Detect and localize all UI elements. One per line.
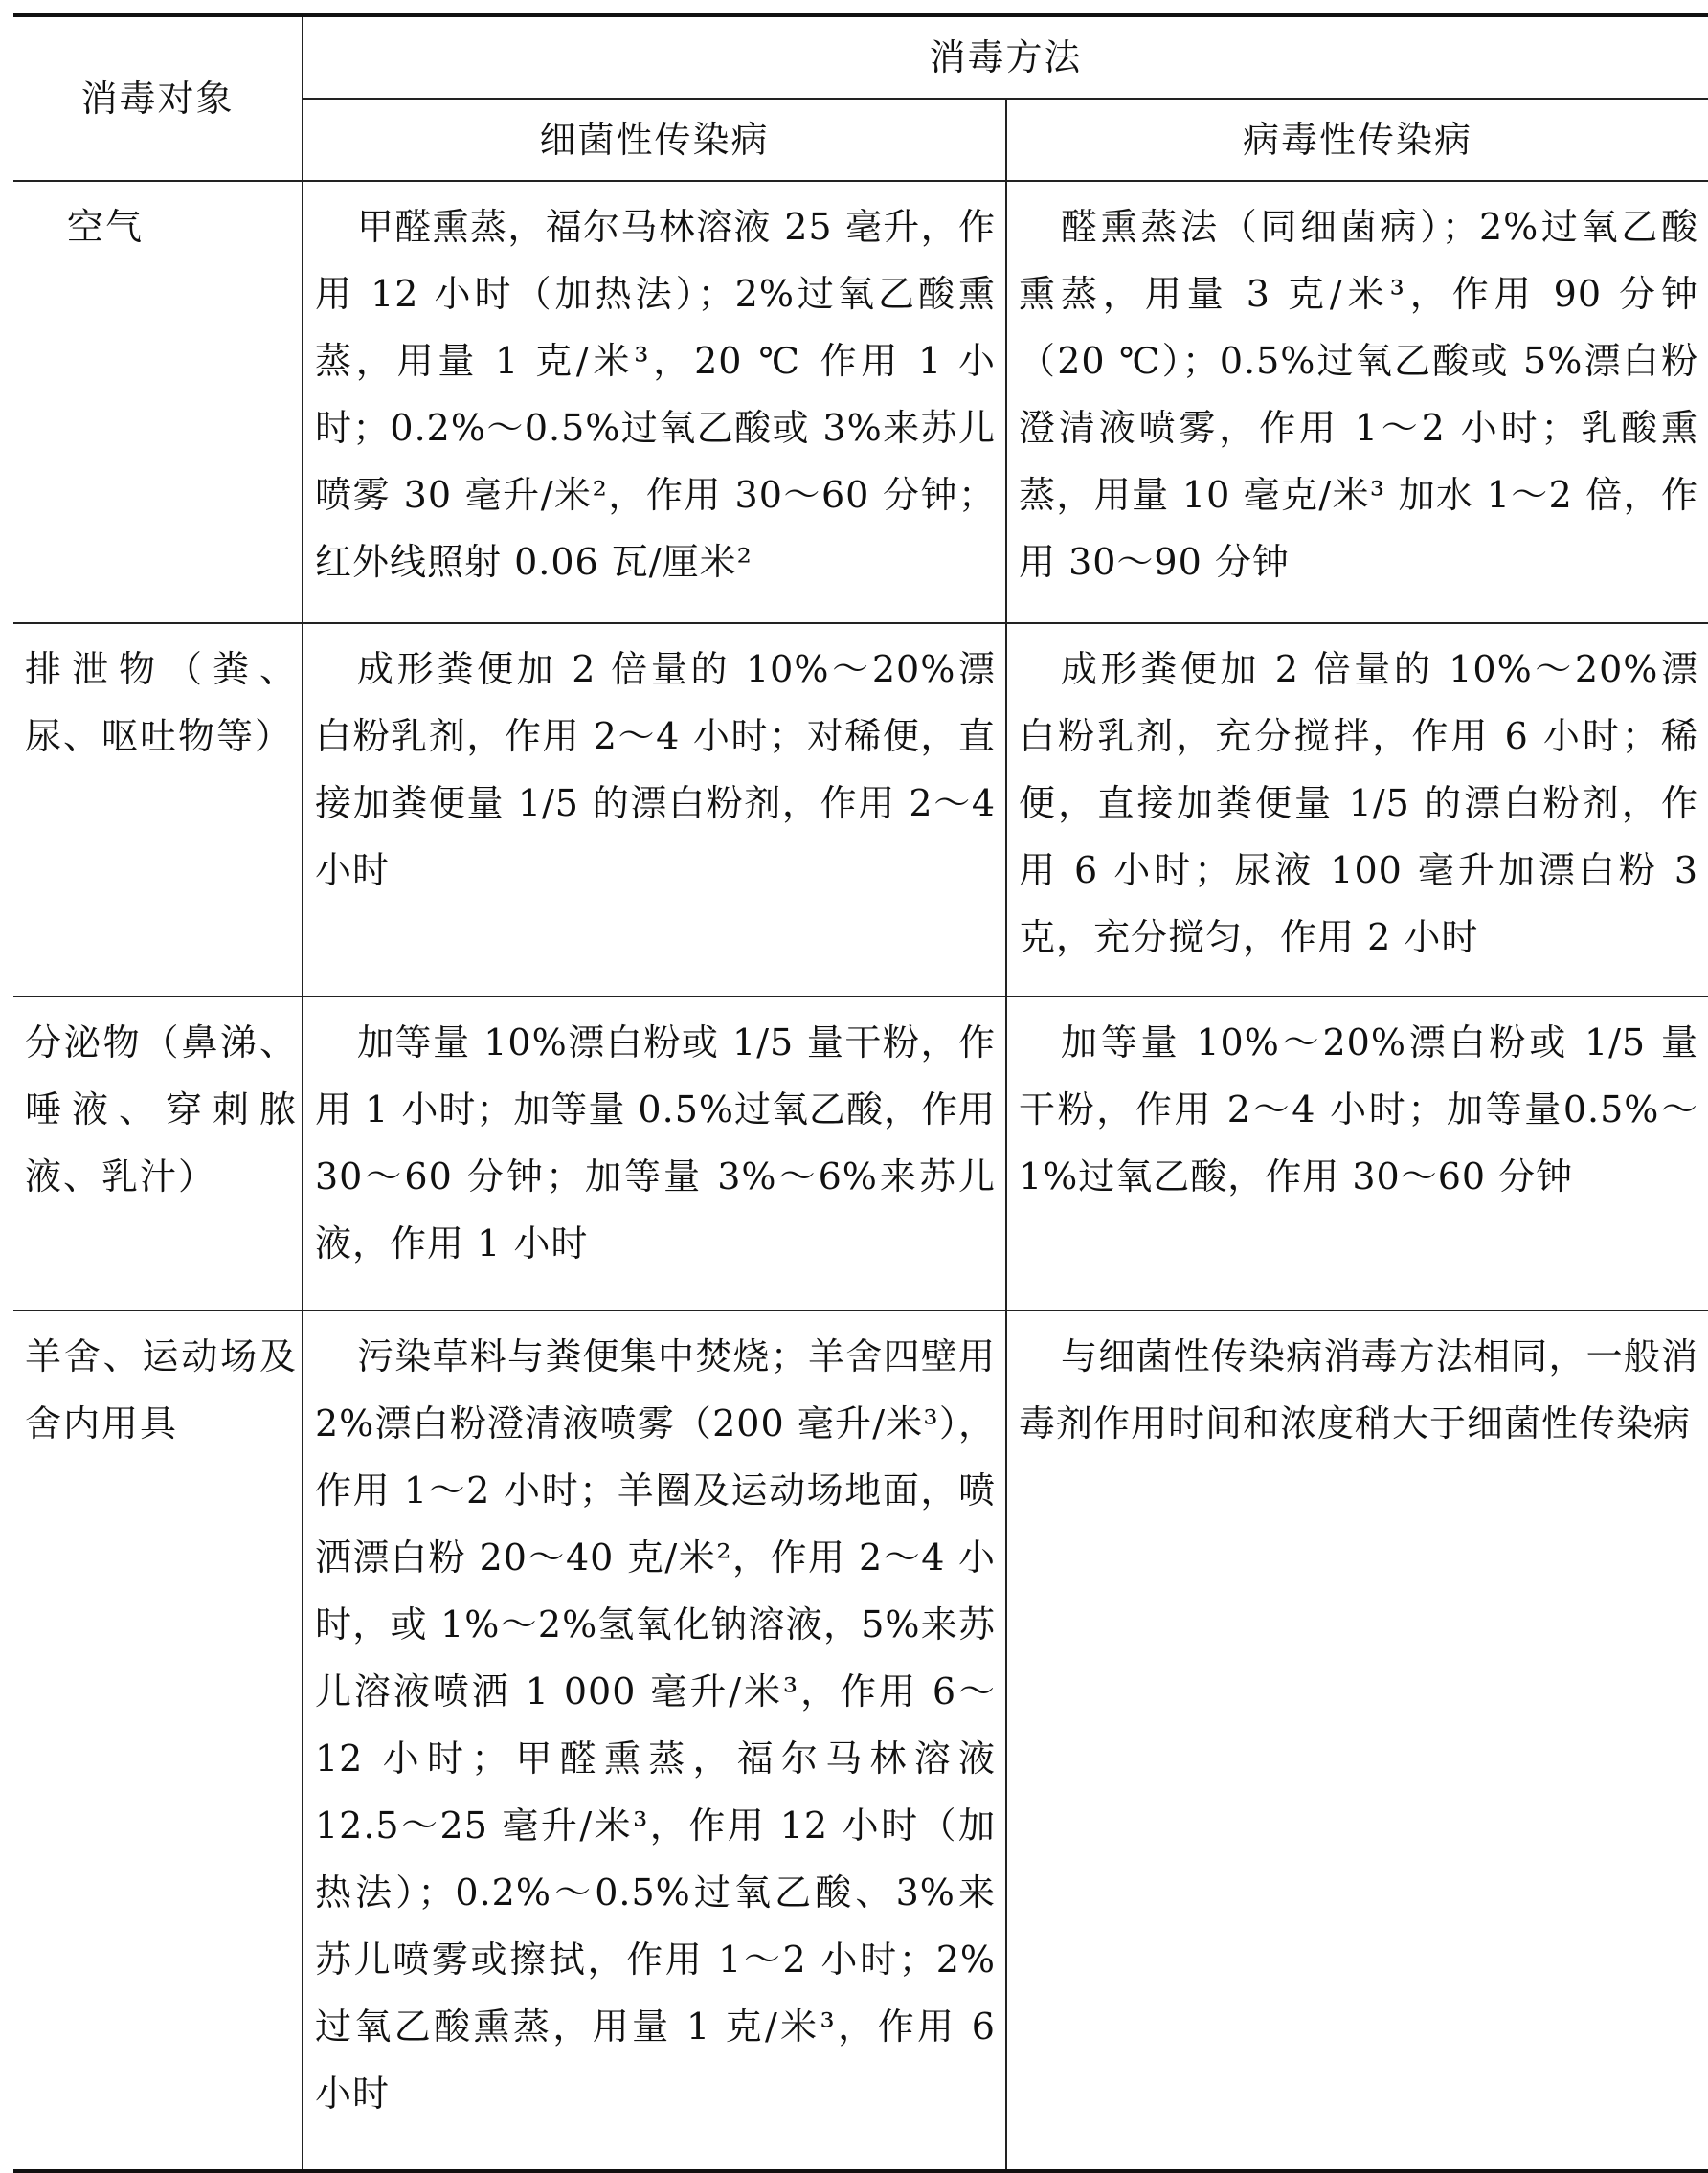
header-bacterial: 细菌性传染病	[303, 99, 1006, 181]
viral-method-cell: 与细菌性传染病消毒方法相同，一般消毒剂作用时间和浓度稍大于细菌性传染病	[1006, 1311, 1708, 2171]
viral-method-cell: 加等量 10%～20%漂白粉或 1/5 量干粉，作用 2～4 小时；加等量0.5%～1%过氧乙酸，作用 30～60 分钟	[1006, 997, 1708, 1311]
header-row-top	[13, 15, 1708, 99]
object-cell: 分泌物（鼻涕、唾液、穿刺脓液、乳汁）	[13, 997, 303, 1311]
header-viral: 病毒性传染病	[1006, 99, 1708, 181]
table-row-barn	[13, 1311, 1708, 2171]
bacterial-method-cell: 成形粪便加 2 倍量的 10%～20%漂白粉乳剂，作用 2～4 小时；对稀便，直接加粪便量 1/5 的漂白粉剂，作用 2～4 小时	[303, 623, 1006, 997]
viral-method-cell: 醛熏蒸法（同细菌病）；2%过氧乙酸熏蒸，用量 3 克/米³，作用 90 分钟（20 ℃）；0.5%过氧乙酸或 5%漂白粉澄清液喷雾，作用 1～2 小时；乳酸熏蒸，用量 10 毫克/米³ 加水 1～2 倍，作用 30～90 分钟	[1006, 181, 1708, 623]
object-cell: 羊舍、运动场及舍内用具	[13, 1311, 303, 2171]
object-cell: 空气	[13, 181, 303, 623]
disinfection-table	[13, 13, 1708, 2173]
header-method: 消毒方法	[303, 15, 1708, 99]
table-row-air	[13, 181, 1708, 623]
object-cell: 排泄物（粪、尿、呕吐物等）	[13, 623, 303, 997]
bacterial-method-cell: 污染草料与粪便集中焚烧；羊舍四壁用 2%漂白粉澄清液喷雾（200 毫升/米³），作用 1～2 小时；羊圈及运动场地面，喷洒漂白粉 20～40 克/米²，作用 2～4 小时，或 1%～2%氢氧化钠溶液，5%来苏儿溶液喷洒 1 000 毫升/米³，作用 6～12 小时；甲醛熏蒸，福尔马林溶液 12.5～25 毫升/米³，作用 12 小时（加热法）；0.2%～0.5%过氧乙酸、3%来苏儿喷雾或擦拭，作用 1～2 小时；2%过氧乙酸熏蒸，用量 1 克/米³，作用 6 小时	[303, 1311, 1006, 2171]
header-object: 消毒对象	[13, 15, 303, 181]
table-row-secretions	[13, 997, 1708, 1311]
disinfection-table-page	[13, 13, 1708, 2173]
viral-method-cell: 成形粪便加 2 倍量的 10%～20%漂白粉乳剂，充分搅拌，作用 6 小时；稀便，直接加粪便量 1/5 的漂白粉剂，作用 6 小时；尿液 100 毫升加漂白粉 3 克，充分搅匀，作用 2 小时	[1006, 623, 1708, 997]
bacterial-method-cell: 加等量 10%漂白粉或 1/5 量干粉，作用 1 小时；加等量 0.5%过氧乙酸，作用 30～60 分钟；加等量 3%～6%来苏儿液，作用 1 小时	[303, 997, 1006, 1311]
bacterial-method-cell: 甲醛熏蒸，福尔马林溶液 25 毫升，作用 12 小时（加热法）；2%过氧乙酸熏蒸，用量 1 克/米³，20 ℃ 作用 1 小时；0.2%～0.5%过氧乙酸或 3%来苏儿喷雾 30 毫升/米²，作用 30～60 分钟；红外线照射 0.06 瓦/厘米²	[303, 181, 1006, 623]
table-row-excreta	[13, 623, 1708, 997]
